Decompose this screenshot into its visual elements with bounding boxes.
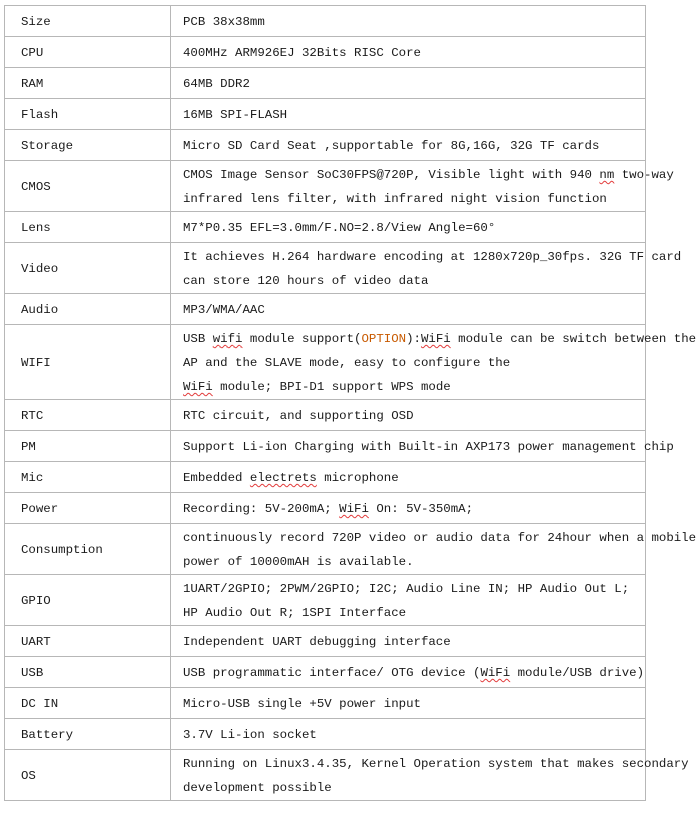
spec-value-line (183, 661, 643, 685)
value-text: module; BPI-D1 support WPS mode (212, 380, 451, 394)
value-text: Support Li-ion Charging with Built-in AXP173 power management chip (183, 440, 674, 454)
spec-row (5, 37, 646, 68)
spec-value (171, 462, 646, 493)
spec-value-line (183, 134, 643, 158)
spec-value (171, 431, 674, 462)
spec-label: WIFI (5, 325, 171, 400)
spec-value (171, 750, 689, 801)
spec-row (5, 524, 646, 575)
spec-label: Flash (5, 99, 171, 130)
spec-value (171, 657, 646, 688)
spec-label: Consumption (5, 524, 171, 575)
value-text: development possible (183, 781, 332, 795)
spec-value-line (183, 723, 643, 747)
spellcheck-marked-word: WiFi (339, 502, 369, 516)
value-text: HP Audio Out R; 1SPI Interface (183, 606, 407, 620)
spec-label: Storage (5, 130, 171, 161)
spec-value-line (183, 187, 643, 211)
spec-value (171, 161, 674, 212)
option-highlight: OPTION (361, 332, 407, 346)
value-text: two-way (614, 168, 674, 182)
value-text: module support( (242, 332, 362, 346)
spec-value-line (183, 216, 643, 240)
spec-label: Video (5, 243, 171, 294)
spellcheck-marked-word: WiFi (183, 380, 213, 394)
spec-label: OS (5, 750, 171, 801)
spec-value (171, 493, 646, 524)
spec-label: CPU (5, 37, 171, 68)
spec-label: Power (5, 493, 171, 524)
spec-row (5, 243, 646, 294)
spec-label: RTC (5, 400, 171, 431)
spec-value (171, 325, 696, 400)
spec-value-line (183, 269, 643, 293)
spec-label: Lens (5, 212, 171, 243)
spec-row (5, 688, 646, 719)
spec-row (5, 626, 646, 657)
value-text: 3.7V Li-ion socket (183, 728, 317, 742)
spellcheck-marked-word: WiFi (420, 332, 451, 346)
spec-label: Size (5, 6, 171, 37)
value-text: On: 5V-350mA; (368, 502, 474, 516)
spec-value-line (183, 41, 643, 65)
spec-label: DC IN (5, 688, 171, 719)
spec-value-line (183, 103, 643, 127)
value-text: Embedded (183, 471, 250, 485)
spec-label: CMOS (5, 161, 171, 212)
spec-value-line (183, 351, 643, 375)
spec-row (5, 99, 646, 130)
value-text: module/USB drive) (510, 666, 645, 680)
value-text: MP3/WMA/AAC (183, 303, 265, 317)
spec-row (5, 719, 646, 750)
value-text: RTC circuit, and supporting OSD (183, 409, 414, 423)
spec-value (171, 37, 646, 68)
spec-value (171, 626, 646, 657)
value-text: microphone (316, 471, 399, 485)
spec-label: USB (5, 657, 171, 688)
spec-row (5, 325, 646, 400)
spellcheck-marked-word: WiFi (480, 666, 511, 680)
value-text: M7*P0.35 EFL=3.0mm/F.NO=2.8/View Angle=60° (183, 221, 496, 235)
value-text: 64MB DDR2 (183, 77, 250, 91)
spec-value (171, 524, 696, 575)
spec-value-line (183, 466, 643, 490)
spec-value-line (183, 577, 643, 601)
spec-value-line (183, 550, 643, 574)
spec-table-body (5, 6, 696, 801)
spec-label: Mic (5, 462, 171, 493)
spec-row (5, 657, 646, 688)
spec-label: PM (5, 431, 171, 462)
value-text: 1UART/2GPIO; 2PWM/2GPIO; I2C; Audio Line IN; HP Audio Out L; (183, 582, 630, 596)
spec-value-line (183, 526, 696, 550)
value-text: Micro-USB single +5V power input (183, 697, 421, 711)
value-text: It achieves H.264 hardware encoding at 1280x720p_30fps. 32G TF card (183, 250, 682, 264)
spec-label: GPIO (5, 575, 171, 626)
value-text: PCB 38x38mm (183, 15, 265, 29)
spec-value-line (183, 630, 643, 654)
spec-value-line (183, 692, 643, 716)
value-text: infrared lens filter, with infrared night vision function (183, 192, 607, 206)
value-text: module can be switch between the (450, 332, 696, 346)
value-text: USB (183, 332, 213, 346)
spec-value (171, 719, 646, 750)
value-text: USB programmatic interface/ OTG device ( (183, 666, 481, 680)
spec-row (5, 462, 646, 493)
spec-label: Audio (5, 294, 171, 325)
spec-value (171, 68, 646, 99)
spec-value (171, 575, 646, 626)
spec-value-line (183, 163, 674, 187)
value-text: ): (406, 332, 421, 346)
value-text: CMOS Image Sensor SoC30FPS@720P, Visible light with 940 (183, 168, 600, 182)
value-text: 16MB SPI-FLASH (183, 108, 288, 122)
spec-label: UART (5, 626, 171, 657)
spec-value (171, 243, 682, 294)
spec-value-line (183, 497, 643, 521)
spellcheck-marked-word: nm (599, 168, 615, 182)
spec-value (171, 130, 646, 161)
spec-value-line (183, 435, 674, 459)
spec-value (171, 688, 646, 719)
spec-value (171, 212, 646, 243)
spec-row (5, 575, 646, 626)
spec-value-line (183, 72, 643, 96)
spec-value (171, 99, 646, 130)
spellcheck-marked-word: electrets (249, 471, 317, 485)
spec-row (5, 431, 646, 462)
spec-table (4, 5, 696, 801)
spellcheck-marked-word: wifi (212, 332, 243, 346)
value-text: Recording: 5V-200mA; (183, 502, 340, 516)
value-text: Independent UART debugging interface (183, 635, 451, 649)
spec-row (5, 750, 646, 801)
spec-row (5, 130, 646, 161)
spec-row (5, 294, 646, 325)
spec-row (5, 493, 646, 524)
spec-row (5, 6, 646, 37)
spec-row (5, 212, 646, 243)
spec-row (5, 161, 646, 212)
spec-label: RAM (5, 68, 171, 99)
value-text: 400MHz ARM926EJ 32Bits RISC Core (183, 46, 421, 60)
spec-value (171, 6, 646, 37)
spec-value-line (183, 245, 682, 269)
value-text: power of 10000mAH is available. (183, 555, 414, 569)
spec-value-line (183, 298, 643, 322)
value-text: AP and the SLAVE mode, easy to configure the (183, 356, 511, 370)
spec-value (171, 400, 646, 431)
spec-value-line (183, 327, 696, 351)
spec-value-line (183, 752, 689, 776)
spec-label: Battery (5, 719, 171, 750)
spec-value-line (183, 10, 643, 34)
value-text: Micro SD Card Seat ,supportable for 8G,16G, 32G TF cards (183, 139, 600, 153)
value-text: continuously record 720P video or audio data for 24hour when a mobile (183, 531, 696, 545)
spec-value-line (183, 776, 643, 800)
spec-value-line (183, 601, 643, 625)
spec-value (171, 294, 646, 325)
spec-value-line (183, 375, 643, 399)
value-text: can store 120 hours of video data (183, 274, 429, 288)
spec-row (5, 400, 646, 431)
value-text: Running on Linux3.4.35, Kernel Operation system that makes secondary (183, 757, 689, 771)
spec-value-line (183, 404, 643, 428)
spec-row (5, 68, 646, 99)
